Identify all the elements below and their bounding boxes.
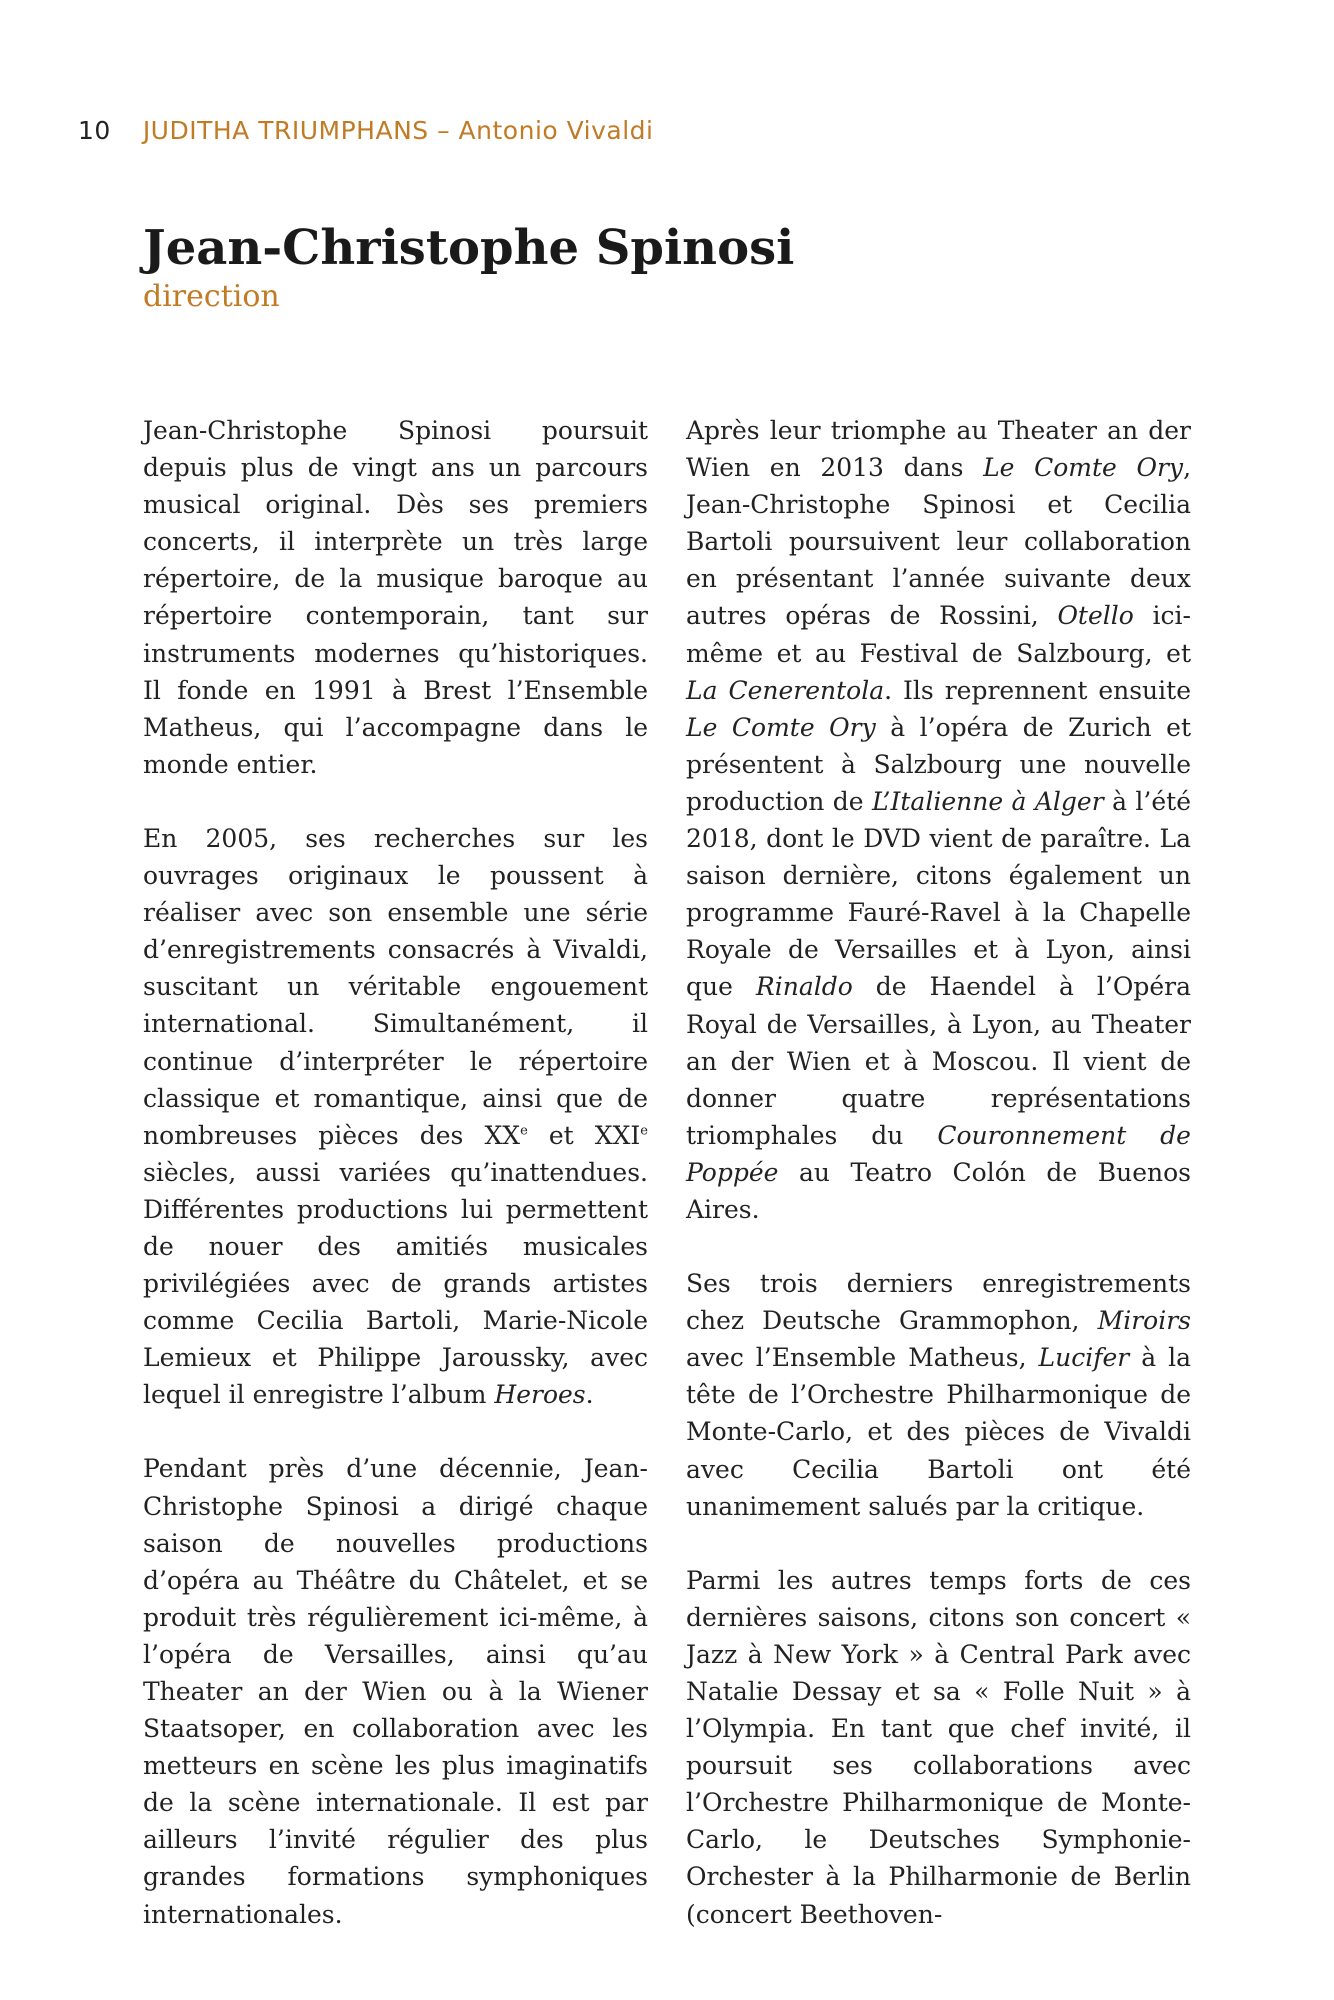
text-run: au Teatro Colón de Buenos Aires. [686, 1157, 1191, 1224]
text-run: et XXI [527, 1120, 641, 1150]
text-run: avec l’Ensemble Matheus, [686, 1343, 1039, 1373]
album-title: Miroirs [1097, 1306, 1191, 1336]
text-run: de Haendel à l’Opéra Royal de Versailles, à Lyon, au Theater an der Wien et à Moscou. Il vient de donner quatre représentations triomphales du [686, 972, 1191, 1150]
work-title: L’Italienne à Alger [871, 786, 1104, 816]
right-paragraph-1 [686, 412, 1191, 1228]
left-paragraph-1: Jean-Christophe Spinosi poursuit depuis plus de vingt ans un parcours musical original. Dès ses premiers concerts, il interprète un très large répertoire, de la musique baroque au répertoire contemporain, tant sur instruments modernes qu’historiques. Il fonde en 1991 à Brest l’Ensemble Matheus, qui l’accompagne dans le monde entier. [143, 416, 648, 779]
running-header [78, 116, 654, 145]
title-block [143, 222, 794, 314]
running-title: JUDITHA TRIUMPHANS – Antonio Vivaldi [142, 116, 654, 145]
left-paragraph-2 [143, 820, 648, 1414]
page-subtitle: direction [143, 278, 280, 314]
text-run: siècles, aussi variées qu’inattendues. Différentes productions lui permettent de nouer des amitiés musicales privilégiées avec de grands artistes comme Cecilia Bartoli, Marie-Nicole Lemieux et Philippe Jaroussky, avec lequel il enregistre l’album [143, 1157, 648, 1410]
right-column [686, 412, 1191, 1970]
text-run: ici-même et au Festival de Salzbourg, et [686, 601, 1191, 668]
text-run: à la tête de l’Orchestre Philharmonique de Monte-Carlo, et des pièces de Vivaldi avec Cecilia Bartoli ont été unanimement salués par la critique. [686, 1343, 1192, 1521]
left-paragraph-3: Pendant près d’une décennie, Jean-Christophe Spinosi a dirigé chaque saison de nouvelles productions d’opéra au Théâtre du Châtelet, et se produit très régulièrement ici-même, à l’opéra de Versailles, ainsi qu’au Theater an der Wien ou à la Wiener Staatsoper, en collaboration avec les metteurs en scène les plus imaginatifs de la scène internationale. Il est par ailleurs l’invité régulier des plus grandes formations symphoniques internationales. [143, 1454, 648, 1929]
text-run: En 2005, ses recherches sur les ouvrages originaux le poussent à réaliser avec son ensemble une série d’enregistrements consacrés à Vivaldi, suscitant un véritable engouement international. Simultanément, il continue d’interpréter le répertoire classique et romantique, ainsi que de nombreuses pièces des XX [143, 823, 648, 1150]
left-column [143, 412, 648, 1970]
text-run: Après leur triomphe au Theater an der Wien en 2013 dans [686, 416, 1191, 483]
work-title: Couronnement de Poppée [686, 1120, 1191, 1187]
right-paragraph-2 [686, 1265, 1191, 1525]
work-title: La Cenerentola [686, 675, 885, 705]
work-title: Le Comte Ory [686, 712, 876, 742]
text-run: Ses trois derniers enregistrements chez Deutsche Grammophon, [686, 1269, 1191, 1336]
work-title: Le Comte Ory [983, 453, 1184, 483]
text-run: . Ils reprennent ensuite [884, 675, 1191, 705]
album-title: Heroes [494, 1380, 586, 1410]
superscript: e [640, 1123, 648, 1139]
text-run: , Jean-Christophe Spinosi et Cecilia Bartoli poursuivent leur collaboration en présentant l’année suivante deux autres opéras de Rossini, [686, 453, 1192, 631]
right-paragraph-3: Parmi les autres temps forts de ces dernières saisons, citons son concert « Jazz à New York » à Central Park avec Natalie Dessay et sa « Folle Nuit » à l’Olympia. En tant que chef invité, il poursuit ses collaborations avec l’Orchestre Philharmonique de Monte-Carlo, le Deutsches Symphonie-Orchester à la Philharmonie de Berlin (concert Beethoven- [686, 1565, 1191, 1929]
album-title: Lucifer [1038, 1343, 1130, 1373]
work-title: Rinaldo [755, 972, 853, 1002]
text-run: à l’été 2018, dont le DVD vient de paraître. La saison dernière, citons également un programme Fauré-Ravel à la Chapelle Royale de Versailles et à Lyon, ainsi que [686, 786, 1191, 1002]
text-run: à l’opéra de Zurich et présentent à Salzbourg une nouvelle production de [686, 712, 1191, 816]
page-title: Jean-Christophe Spinosi [143, 220, 795, 276]
superscript: e [520, 1123, 528, 1139]
text-run: . [585, 1380, 594, 1410]
work-title: Otello [1057, 601, 1134, 631]
page-number: 10 [78, 116, 111, 145]
